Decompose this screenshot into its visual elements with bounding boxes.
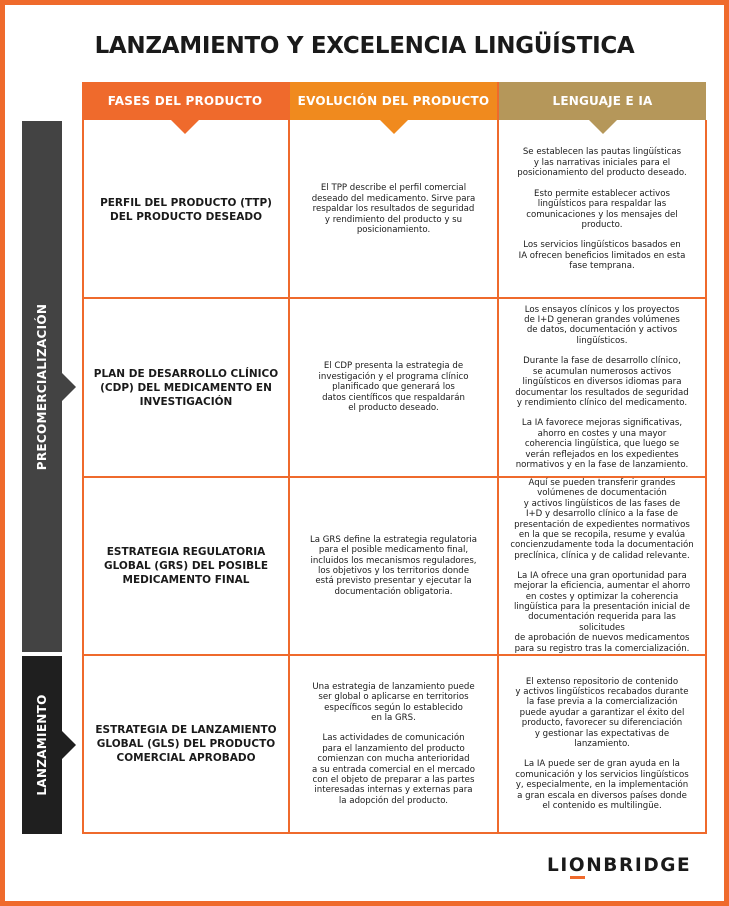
text-line: preclínica, clínica y de calidad relevante. [514, 550, 690, 561]
text-line: en la GRS. [371, 712, 416, 723]
text-line: se acumulan numerosos activos [532, 366, 672, 377]
phase-title-line: (CDP) DEL MEDICAMENTO EN [100, 381, 272, 394]
evolution-cell [290, 656, 497, 832]
evolution-cell [290, 122, 497, 297]
text-line: Durante la fase de desarrollo clínico, [523, 356, 681, 367]
text-line: los objetivos y los territorios donde [317, 566, 470, 576]
language-cell [499, 299, 705, 476]
language-paragraph [515, 759, 688, 811]
text-line: posicionamiento. [356, 225, 431, 236]
side-label: LANZAMIENTO [35, 694, 49, 796]
text-line: de aprobación de nuevos medicamentos [514, 633, 690, 644]
phase-cell [84, 656, 288, 832]
header-product-phases [82, 82, 288, 120]
language-paragraph [526, 189, 677, 231]
language-cell [499, 122, 705, 297]
text-line: La GRS define la estrategia regulatoria [309, 534, 478, 545]
text-line: y rendimiento clínico del medicamento. [516, 397, 688, 408]
phase-title-line: ESTRATEGIA DE LANZAMIENTO [95, 724, 277, 736]
text-line: Los ensayos clínicos y los proyectos [524, 304, 680, 315]
text-line: y activos lingüísticos recabados durante [515, 686, 689, 697]
text-line: puede ayudar a garantizar el éxito del [519, 707, 685, 718]
text-line: específicos según lo establecido [324, 702, 463, 713]
text-line: interesadas internas y externas para [314, 785, 473, 796]
language-paragraph [515, 356, 688, 408]
language-paragraph [517, 147, 686, 178]
text-line: a su entrada comercial en el mercado [311, 764, 476, 775]
text-line: para el lanzamiento del producto [322, 743, 465, 754]
text-line: documentar los resultados de seguridad [515, 387, 689, 398]
text-line: Las actividades de comunicación [322, 733, 465, 744]
text-line: incluidos los mecanismos reguladores, [310, 555, 477, 566]
text-line: documentación obligatoria. [334, 586, 453, 597]
evolution-cell [290, 299, 497, 476]
language-paragraph [504, 571, 700, 654]
text-line: IA ofrecen beneficios limitados en esta [518, 250, 686, 261]
text-line: documentación requerida para las solicitudes [528, 612, 676, 633]
side-bar-launch [22, 656, 62, 834]
phase-title-line: PERFIL DEL PRODUCTO (TTP) [100, 196, 272, 209]
phase-title-line: INVESTIGACIÓN [139, 395, 233, 408]
language-cell [499, 478, 705, 654]
text-line: comunicación y los servicios lingüísticos [515, 769, 689, 780]
text-line: I+D y desarrollo clínico a la fase de [525, 509, 679, 520]
text-line: y rendimiento del producto y su [324, 214, 463, 225]
evolution-paragraph [312, 682, 474, 724]
phase-title-line: PLAN DE DESARROLLO CLÍNICO [93, 367, 279, 380]
text-line: producto, favorecer su diferenciación [521, 718, 683, 729]
language-paragraph [519, 240, 686, 271]
text-line: planificado que generará los [332, 382, 455, 393]
text-line: producto. [581, 219, 623, 230]
text-line: para su registro tras la comercialización. [514, 643, 690, 654]
text-line: comienzan con mucha anterioridad [317, 754, 470, 765]
text-line: y, especialmente, en la implementación [515, 780, 689, 791]
text-line: concienzudamente toda la documentación [510, 540, 694, 551]
text-line: El TPP describe el perfil comercial [320, 183, 467, 194]
side-arrow [62, 731, 76, 759]
text-line: respaldar los resultados de seguridad [312, 204, 475, 215]
text-line: Una estrategia de lanzamiento puede [312, 681, 475, 692]
side-arrow [62, 373, 76, 401]
text-line: normativos y en la fase de lanzamiento. [515, 459, 689, 470]
language-paragraph [510, 478, 693, 561]
header-label: EVOLUCIÓN DEL PRODUCTO [297, 94, 490, 108]
phase-title-line: GLOBAL (GLS) DEL PRODUCTO [96, 738, 276, 750]
text-line: deseado del medicamento. Sirve para [311, 193, 476, 204]
text-line: Aquí se pueden transferir grandes [528, 478, 676, 488]
text-line: Se establecen las pautas lingüísticas [522, 147, 682, 158]
text-line: de datos, documentación y activos [526, 325, 678, 336]
text-line: a gran escala en diversos países donde [517, 790, 687, 801]
text-line: La IA ofrece una gran oportunidad para [517, 570, 687, 581]
phase-title-line: COMERCIAL APROBADO [116, 752, 256, 764]
text-line: y las narrativas iniciales para el [533, 157, 671, 168]
header-language-ai [499, 82, 706, 120]
logo-text: O [568, 855, 587, 876]
grid-line [82, 832, 706, 834]
text-line: ahorro en costes y una mayor [537, 428, 667, 439]
logo-text: NBRIDGE [586, 855, 692, 876]
language-paragraph [515, 677, 688, 750]
evolution-paragraph [310, 535, 477, 597]
phase-title-line: ESTRATEGIA REGULATORIA [106, 546, 266, 558]
language-paragraph [524, 305, 680, 347]
text-line: coherencia lingüística, que luego se [524, 439, 680, 450]
side-bar-precommercialization [22, 121, 62, 652]
phase-cell [84, 299, 288, 476]
text-line: datos científicos que respaldarán [322, 392, 465, 403]
text-line: el producto deseado. [348, 403, 439, 414]
text-line: posicionamiento del producto deseado. [517, 168, 687, 179]
text-line: de I+D generan grandes volúmenes [524, 315, 680, 326]
text-line: La IA puede ser de gran ayuda en la [524, 759, 680, 770]
evolution-cell [290, 478, 497, 654]
text-line: Los servicios lingüísticos basados en [523, 240, 681, 251]
text-line: y activos lingüísticos de las fases de [523, 498, 681, 509]
phase-title-line: GLOBAL (GRS) DEL POSIBLE [103, 560, 269, 572]
text-line: en costes y optimizar la coherencia [525, 591, 679, 602]
phase-title-line: DEL PRODUCTO DESEADO [109, 210, 263, 223]
text-line: presentación de expedientes normativos [514, 519, 690, 530]
text-line: verán reflejados en los expedientes [525, 449, 679, 460]
text-line: lingüísticos para respaldar las [537, 199, 667, 210]
phase-title-line: MEDICAMENTO FINAL [122, 574, 250, 586]
language-paragraph [516, 418, 689, 470]
text-line: mejorar la eficiencia, aumentar el ahorro [513, 581, 691, 592]
text-line: El extenso repositorio de contenido [525, 676, 679, 687]
evolution-paragraph [319, 361, 469, 413]
text-line: está previsto presentar y ejecutar la [315, 576, 472, 587]
text-line: el contenido es multilingüe. [542, 801, 662, 812]
text-line: fase temprana. [569, 261, 635, 272]
text-line: El CDP presenta la estrategia de [323, 361, 464, 372]
text-line: en la que se recopila, resume y evalúa [518, 530, 686, 541]
lionbridge-logo [547, 855, 692, 876]
header-product-evolution [290, 82, 497, 120]
text-line: Esto permite establecer activos [534, 188, 670, 199]
text-line: lingüística para la presentación inicial de [513, 601, 691, 612]
phase-cell [84, 478, 288, 654]
text-line: con el objeto de preparar a las partes [312, 775, 475, 786]
text-line: y gestionar las expectativas de [534, 728, 670, 739]
evolution-paragraph [312, 733, 475, 806]
header-label: FASES DEL PRODUCTO [107, 94, 263, 108]
text-line: lingüísticos. [576, 335, 628, 346]
text-line: volúmenes de documentación [537, 488, 667, 499]
text-line: lingüísticos en diversos idiomas para [522, 377, 682, 388]
text-line: para el posible medicamento final, [318, 545, 469, 556]
language-cell [499, 656, 705, 832]
text-line: La IA favorece mejoras significativas, [521, 418, 683, 429]
text-line: lanzamiento. [574, 739, 630, 749]
page-title: LANZAMIENTO Y EXCELENCIA LINGÜÍSTICA [94, 33, 635, 59]
side-label: PRECOMERCIALIZACIÓN [35, 303, 49, 470]
logo-text: LI [547, 855, 569, 876]
evolution-paragraph [312, 183, 476, 235]
phase-cell [84, 122, 288, 297]
text-line: comunicaciones y los mensajes del [526, 209, 678, 220]
header-label: LENGUAJE E IA [552, 94, 653, 108]
text-line: la adopción del producto. [338, 795, 449, 806]
text-line: la fase previa a la comercialización [526, 697, 678, 708]
text-line: ser global o aplicarse en territorios [318, 692, 469, 703]
text-line: investigación y el programa clínico [318, 371, 469, 382]
